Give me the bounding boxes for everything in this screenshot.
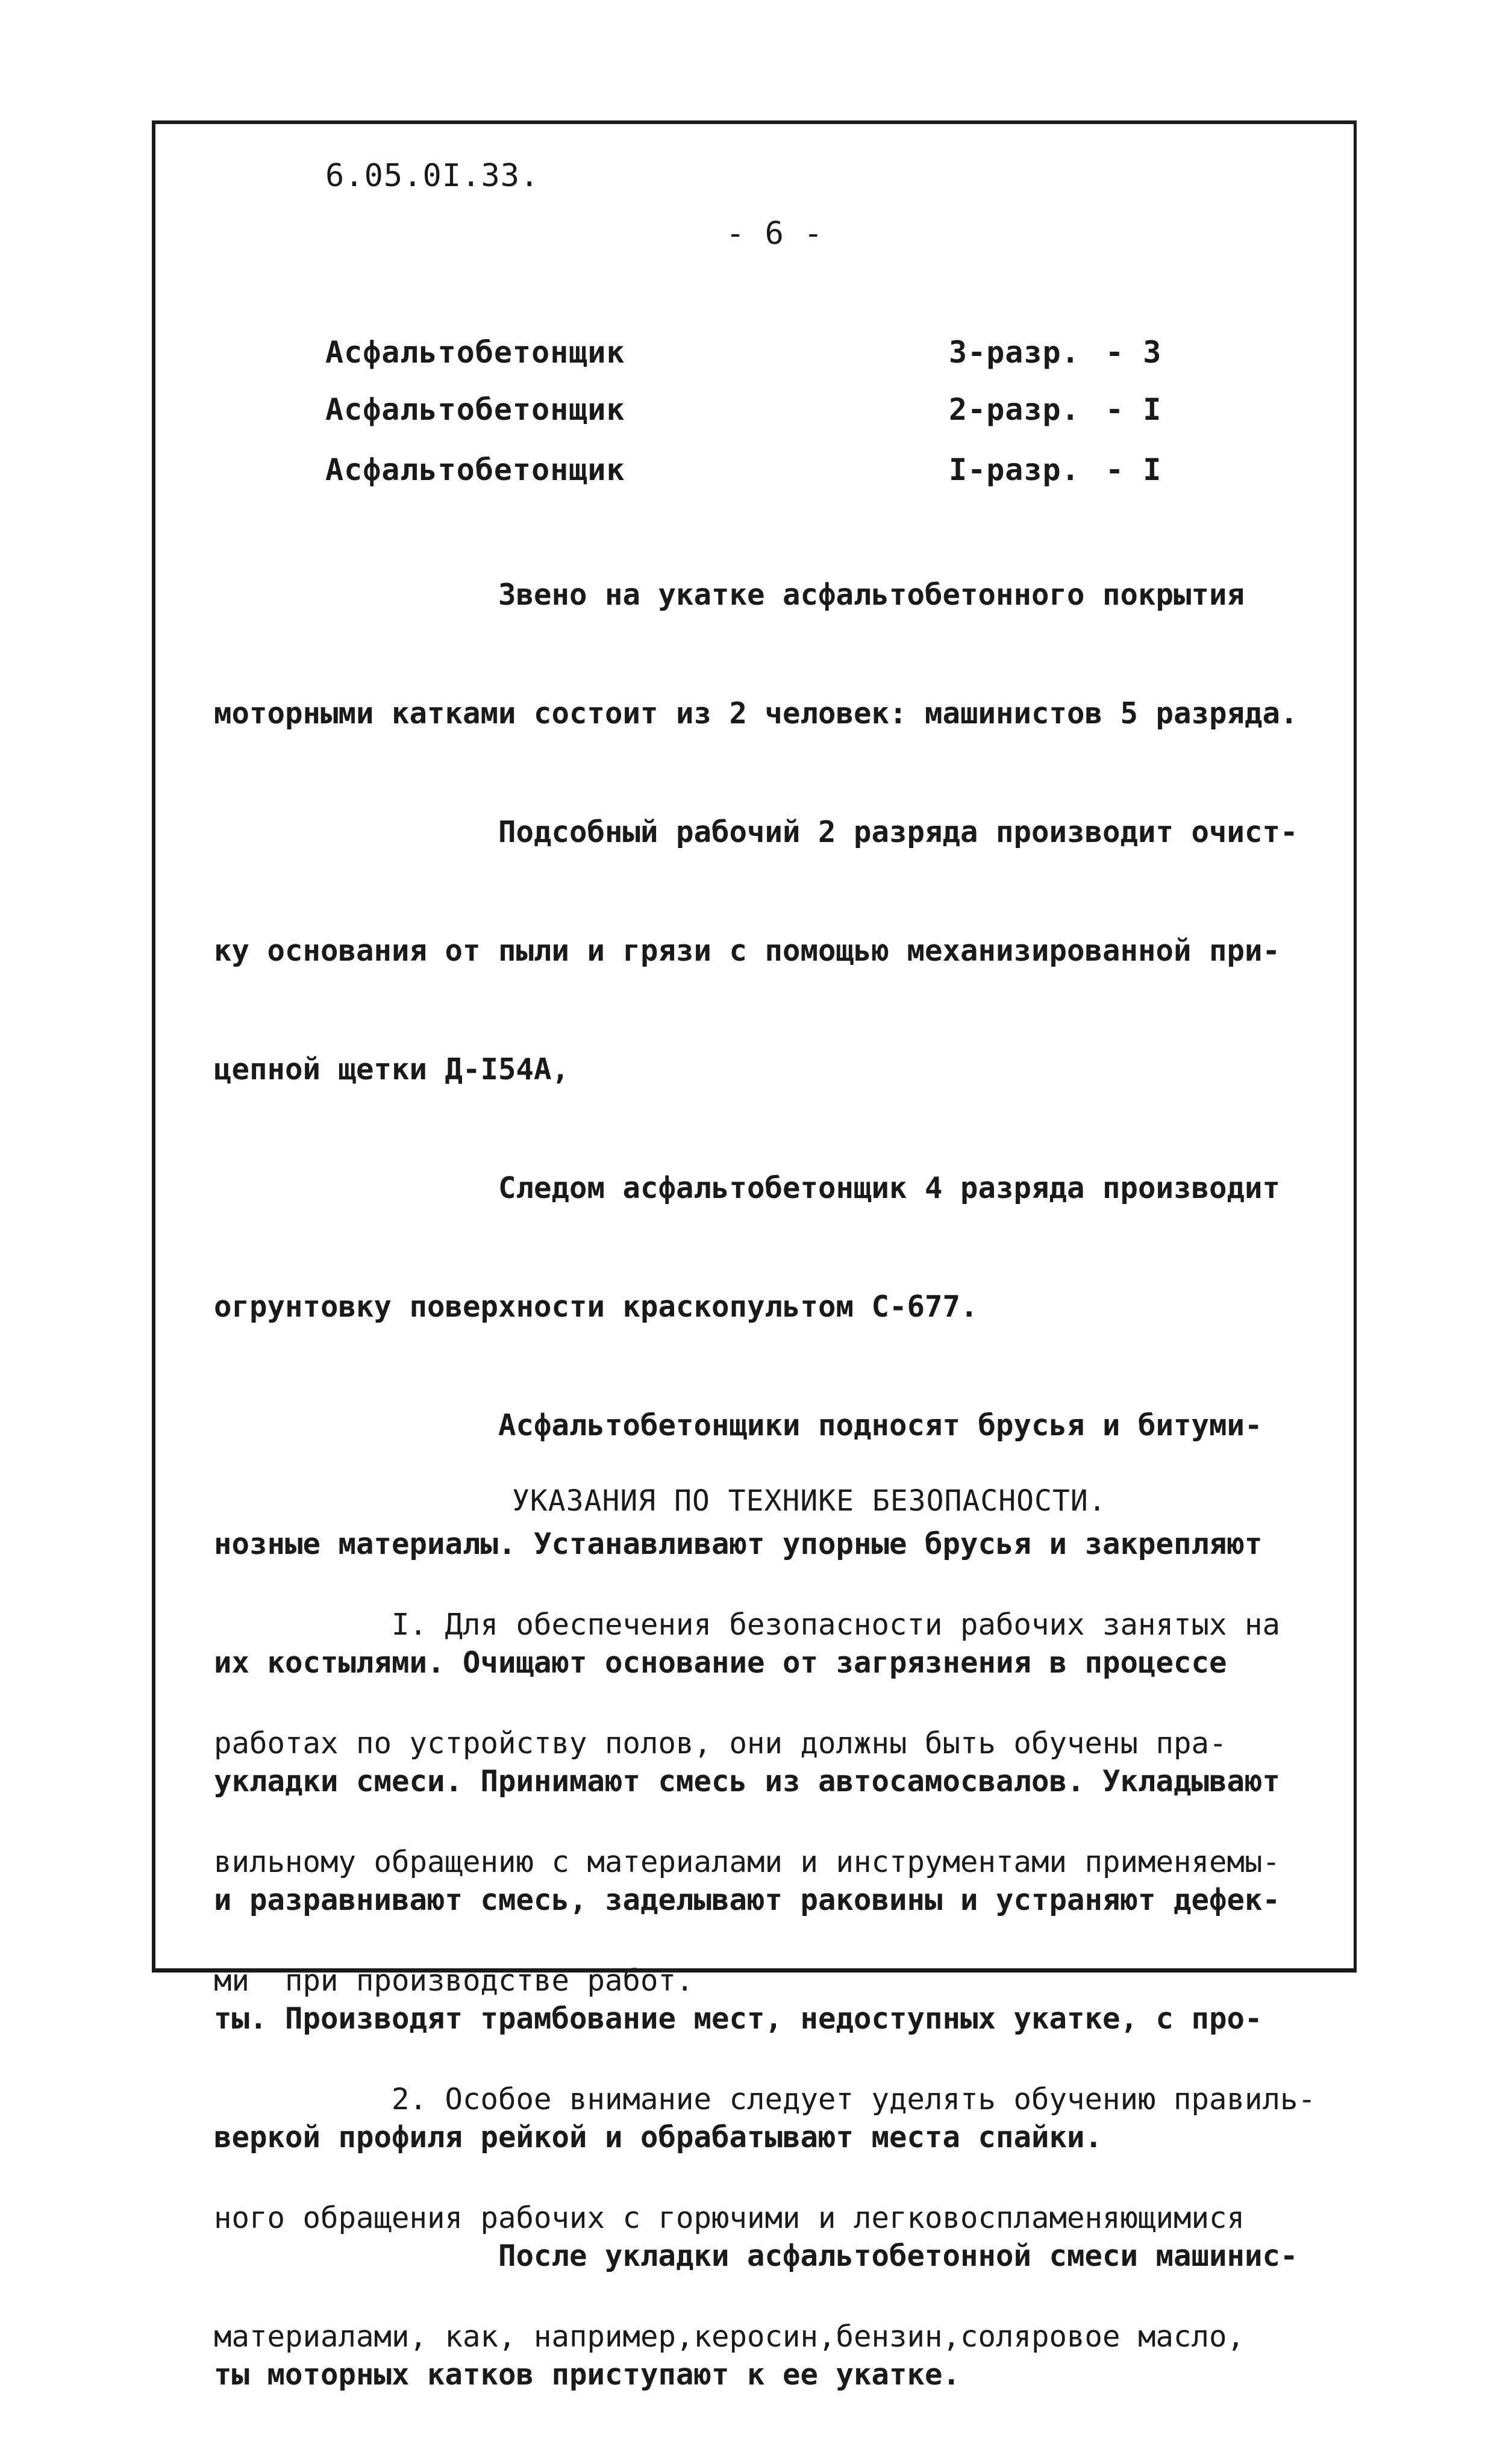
- staff-count: - 3: [1105, 335, 1162, 370]
- body-line: ку основания от пыли и грязи с помощью механизированной при-: [214, 933, 1281, 968]
- body-line: I. Для обеспечения безопасности рабочих занятых на: [214, 1607, 1281, 1642]
- body-line: моторными катками состоит из 2 человек: машинистов 5 разряда.: [214, 696, 1298, 731]
- staff-name: Асфальтобетонщик: [325, 335, 625, 370]
- body-line: Звено на укатке асфальтобетонного покрытия: [214, 577, 1245, 612]
- body-line: ного обращения рабочих с горючими и легковоспламеняющимися: [214, 2200, 1245, 2235]
- staff-count: - I: [1105, 392, 1162, 427]
- body-line: веркой профиля рейкой и обрабатывают места спайки.: [214, 2119, 1103, 2154]
- body-line: Асфальтобетонщики подносят брусья и битуми-: [214, 1408, 1263, 1443]
- body-line: После укладки асфальтобетонной смеси машинис-: [214, 2238, 1298, 2273]
- staff-name: Асфальтобетонщик: [325, 392, 625, 427]
- body-line: вильному обращению с материалами и инструментами применяемы-: [214, 1844, 1281, 1879]
- body-line: и разравнивают смесь, заделывают раковины и устраняют дефек-: [214, 1882, 1281, 1917]
- page-number: - 6 -: [726, 216, 824, 252]
- staff-rank: 2-разр.: [949, 392, 1080, 427]
- body-text-block-2: [214, 1536, 1334, 2426]
- body-line: нозные материалы. Устанавливают упорные брусья и закрепляют: [214, 1526, 1263, 1561]
- body-line: Подсобный рабочий 2 разряда производит очист-: [214, 814, 1298, 849]
- staff-rank: 3-разр.: [949, 335, 1080, 370]
- staff-count: - I: [1105, 452, 1162, 487]
- body-line: их костылями. Очищают основание от загрязнения в процессе: [214, 1645, 1227, 1680]
- body-line: цепной щетки Д-I54А,: [214, 1052, 570, 1087]
- body-line: 2. Особое внимание следует уделять обучению правиль-: [214, 2082, 1316, 2116]
- body-line: ми при производстве работ.: [214, 1963, 694, 1998]
- document-code: 6.05.0I.33.: [325, 158, 540, 194]
- body-line: Следом асфальтобетонщик 4 разряда производит: [214, 1170, 1281, 1205]
- staff-rank: I-разр.: [949, 452, 1080, 487]
- safety-heading: УКАЗАНИЯ ПО ТЕХНИКЕ БЕЗОПАСНОСТИ.: [512, 1484, 1107, 1518]
- body-line: укладки смеси. Принимают смесь из автосамосвалов. Укладывают: [214, 1764, 1281, 1798]
- body-line: ты. Производят трамбование мест, недоступных укатке, с про-: [214, 2001, 1263, 2036]
- body-line: огрунтовку поверхности краскопультом С-677.: [214, 1289, 978, 1324]
- staff-name: Асфальтобетонщик: [325, 452, 625, 487]
- body-line: работах по устройству полов, они должны быть обучены пра-: [214, 1726, 1227, 1761]
- body-line: материалами, как, например,керосин,бензин,соляровое масло,: [214, 2319, 1245, 2354]
- body-line: ты моторных катков приступают к ее укатке.: [214, 2357, 961, 2392]
